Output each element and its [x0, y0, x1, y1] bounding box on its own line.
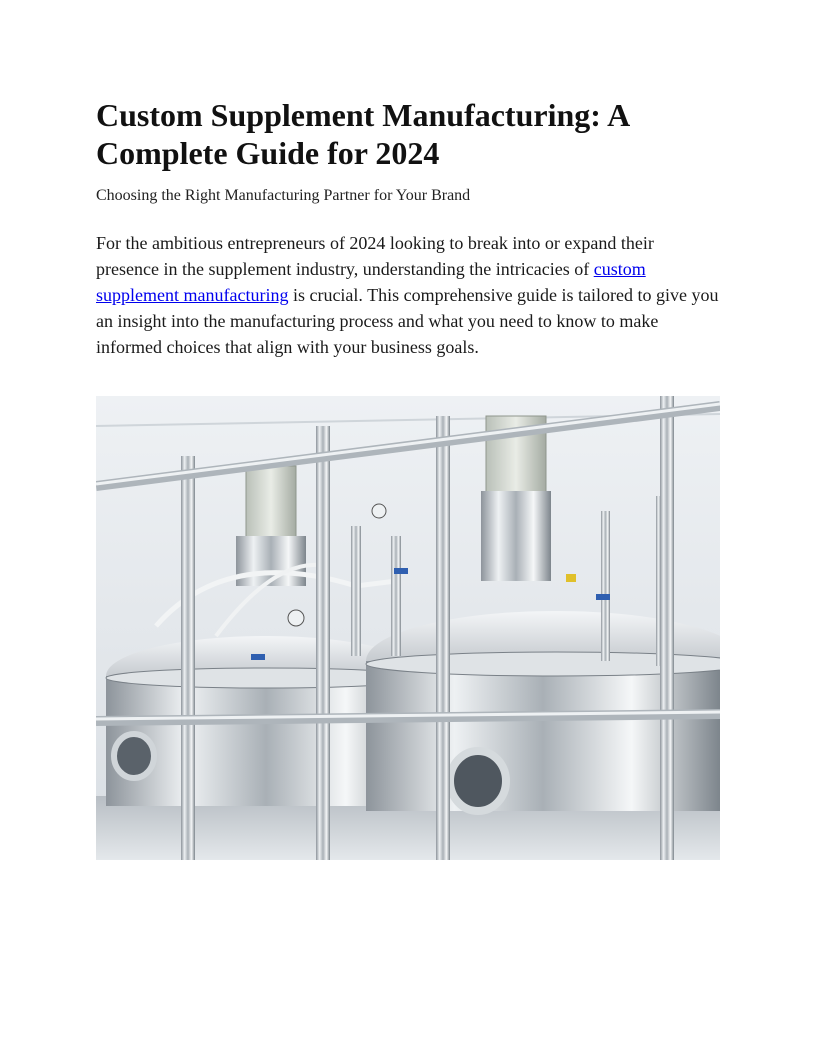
page-title: Custom Supplement Manufacturing: A Complete Guide for 2024	[96, 97, 629, 171]
page-subtitle: Choosing the Right Manufacturing Partner for Your Brand	[96, 187, 471, 204]
intro-text-before-link: For the ambitious entrepreneurs of 2024 looking to break into or expand their presence in the supplement industry, understanding the intricacies of	[96, 233, 654, 279]
custom-supplement-manufacturing-link[interactable]: custom supplement manufacturing	[96, 259, 646, 305]
document-page	[96, 96, 720, 360]
manufacturing-tanks-photo	[96, 396, 720, 860]
intro-paragraph	[96, 230, 720, 360]
intro-text-after-link: is crucial. This comprehensive guide is tailored to give you an insight into the manufacturing process and what you need to know to make informed choices that align with your business goals.	[96, 285, 719, 357]
